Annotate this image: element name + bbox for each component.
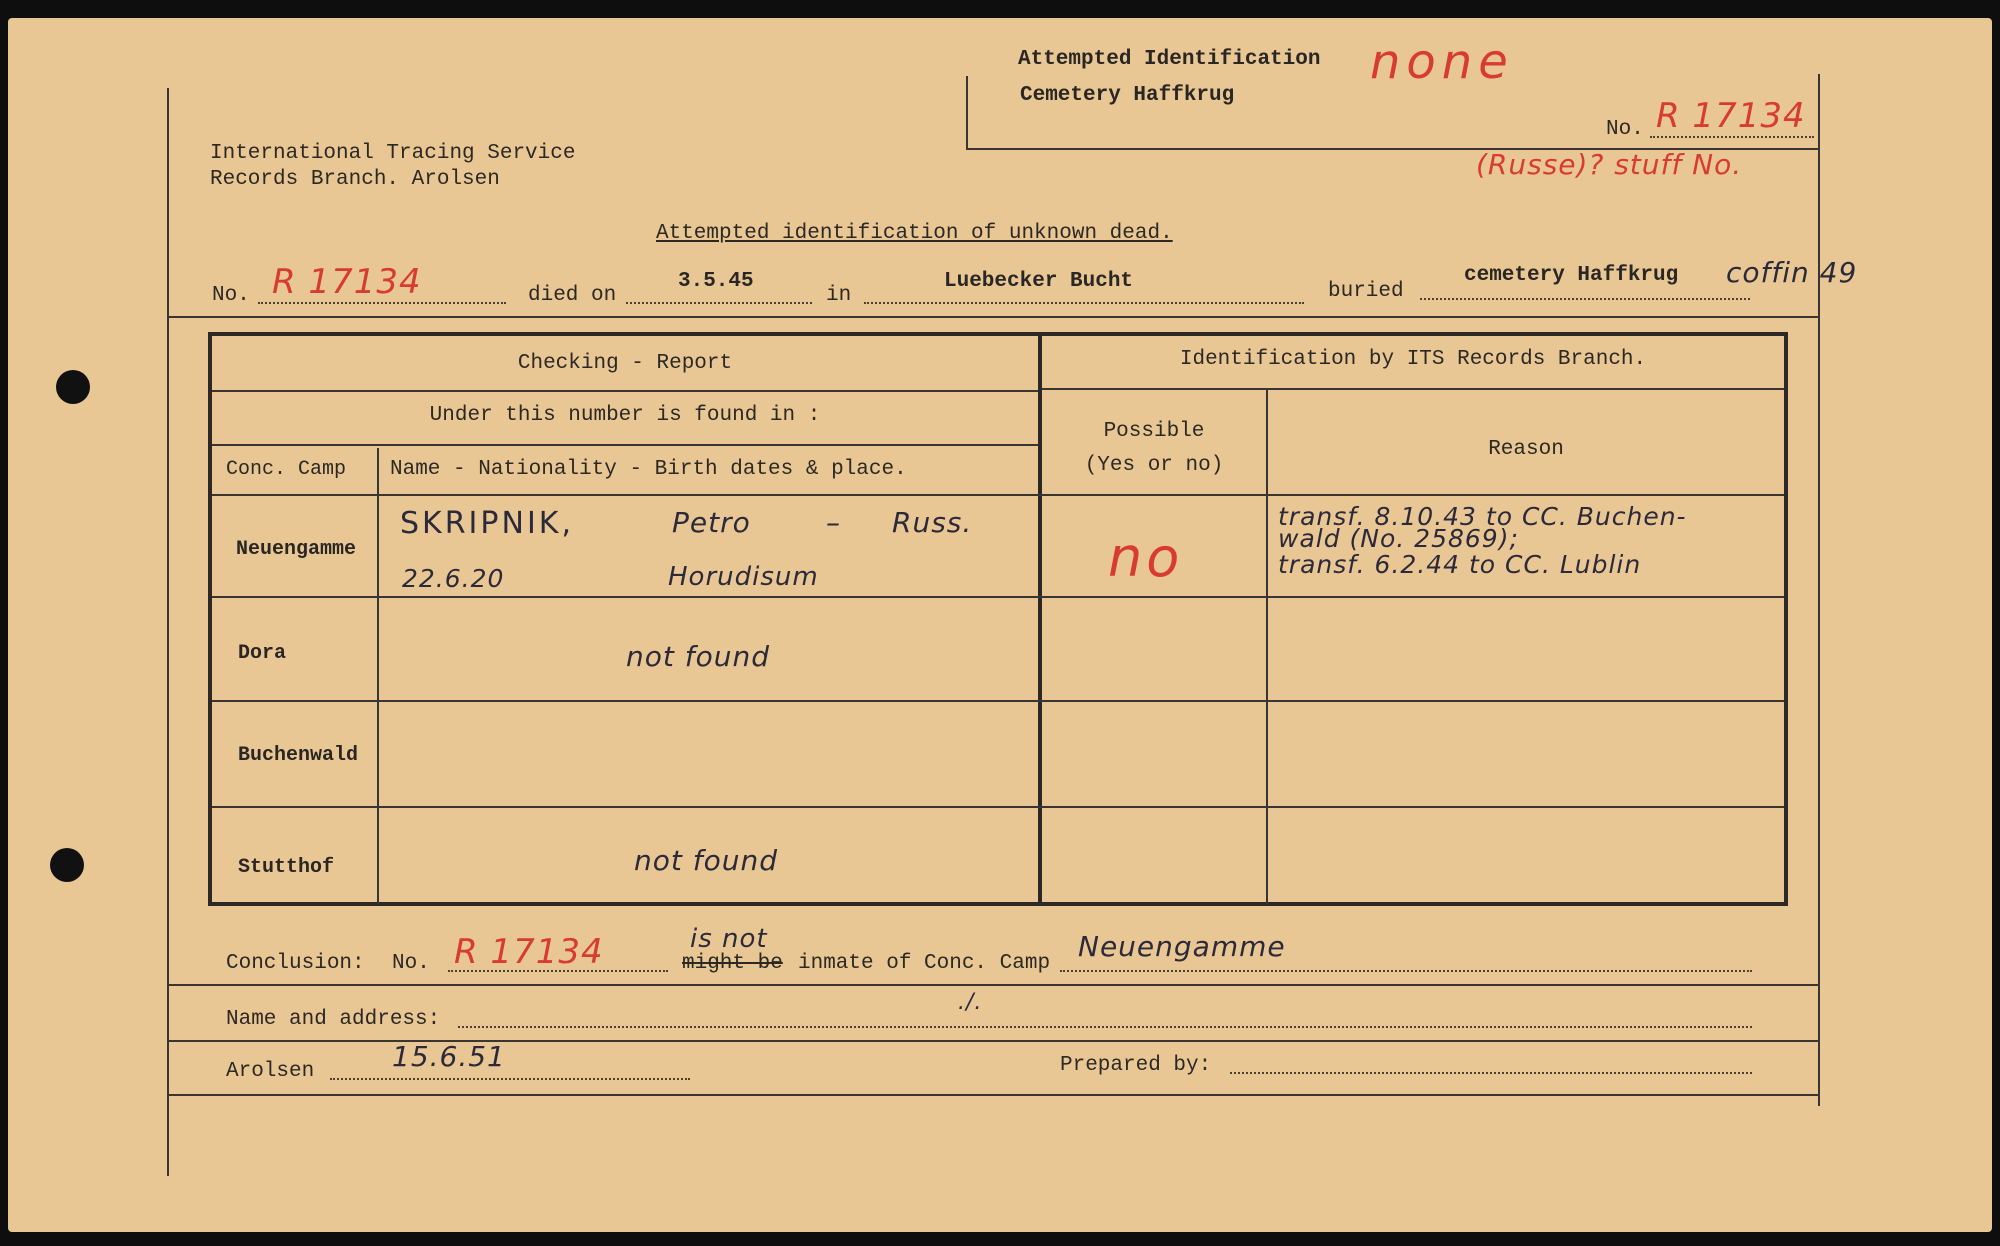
prepared-by-dots: [1230, 1072, 1752, 1074]
possible-no-mark: no: [1108, 526, 1184, 589]
birth-place: Horudisum: [668, 562, 819, 592]
header-no-label: No.: [1606, 118, 1644, 141]
name-nationality: Russ.: [892, 506, 973, 539]
name-address-label: Name and address:: [226, 1008, 441, 1031]
table-top-border: [208, 332, 1788, 336]
death-no-dots: [258, 302, 506, 304]
name-surname: SKRIPNIK,: [400, 506, 574, 541]
footer-date-dots: [330, 1078, 690, 1080]
conclusion-camp: Neuengamme: [1078, 930, 1286, 963]
name-dash: –: [826, 506, 841, 539]
footer-date: 15.6.51: [392, 1040, 506, 1073]
header-no-dots: [1650, 136, 1814, 138]
reason-line-1: transf. 8.10.43 to CC. Buchen-: [1278, 502, 1687, 531]
column-header-bottom: [212, 494, 1784, 496]
death-no-value: R 17134: [272, 262, 422, 302]
coffin-note: coffin 49: [1726, 256, 1858, 289]
row-rule-3: [212, 806, 1784, 808]
conclusion-is-not: is not: [690, 924, 768, 954]
possible-header-2: (Yes or no): [1084, 454, 1224, 477]
death-no-label: No.: [212, 284, 250, 307]
right-header-rule-1: [1042, 388, 1784, 390]
attempted-identification-stamp: Attempted Identification: [1018, 48, 1321, 71]
died-dots: [626, 302, 812, 304]
possible-header-1: Possible: [1103, 420, 1205, 443]
index-card: [8, 18, 1992, 1232]
died-label: died on: [528, 284, 617, 307]
camp-column-divider: [377, 448, 379, 904]
name-firstname: Petro: [672, 506, 751, 539]
buried-dots: [1420, 298, 1750, 300]
in-label: in: [826, 284, 852, 307]
left-margin-rule: [167, 88, 169, 1176]
identification-header: Identification by ITS Records Branch.: [1179, 348, 1647, 371]
name-address-value: ./.: [958, 990, 983, 1015]
checking-report-header: Checking - Report: [517, 352, 733, 375]
header-box-left: [966, 76, 968, 150]
right-margin-rule: [1818, 74, 1820, 1106]
birth-date: 22.6.20: [402, 564, 505, 593]
died-value: 3.5.45: [678, 270, 754, 293]
org-line-1: International Tracing Service: [210, 142, 576, 165]
buried-value: cemetery Haffkrug: [1464, 264, 1679, 287]
conclusion-inmate-text: inmate of Conc. Camp: [798, 952, 1051, 975]
punch-hole-bottom: [50, 848, 84, 882]
form-title: Attempted identification of unknown dead.: [656, 222, 1173, 245]
reason-header: Reason: [1488, 438, 1564, 461]
stutthof-not-found: not found: [634, 844, 779, 877]
camp-stutthof: Stutthof: [238, 856, 335, 879]
footer-place: Arolsen: [226, 1060, 315, 1083]
conclusion-rule: [168, 984, 1820, 986]
none-mark: none: [1370, 34, 1514, 90]
dora-not-found: not found: [626, 640, 771, 673]
conclusion-camp-dots: [1060, 970, 1752, 972]
cemetery-stamp: Cemetery Haffkrug: [1020, 84, 1235, 107]
camp-column-header: Conc. Camp: [226, 458, 347, 481]
in-value: Luebecker Bucht: [944, 270, 1134, 293]
left-header-rule-1: [212, 390, 1038, 392]
conclusion-no-label: No.: [392, 952, 430, 975]
punch-hole-top: [56, 370, 90, 404]
russe-note: (Russe)? stuff No.: [1476, 148, 1743, 181]
header-record-number: R 17134: [1656, 96, 1806, 136]
camp-buchenwald: Buchenwald: [238, 744, 359, 767]
left-header-rule-2: [212, 444, 1038, 446]
possible-column-divider: [1266, 390, 1268, 904]
table-right-border: [1784, 332, 1788, 906]
in-dots: [864, 302, 1304, 304]
table-bottom-border: [208, 902, 1788, 906]
buried-label: buried: [1328, 280, 1404, 303]
prepared-by-label: Prepared by:: [1060, 1054, 1212, 1077]
camp-neuengamme: Neuengamme: [236, 538, 357, 561]
conclusion-might-be: might be: [682, 952, 783, 975]
row-rule-2: [212, 700, 1784, 702]
found-in-header: Under this number is found in :: [429, 404, 821, 427]
name-address-dots: [458, 1026, 1752, 1028]
name-column-header: Name - Nationality - Birth dates & place.: [390, 458, 907, 481]
camp-dora: Dora: [238, 642, 287, 665]
death-line-rule: [168, 316, 1820, 318]
conclusion-no-value: R 17134: [454, 932, 604, 972]
footer-rule: [168, 1094, 1820, 1096]
reason-line-2: wald (No. 25869);: [1278, 524, 1519, 553]
org-line-2: Records Branch. Arolsen: [210, 168, 500, 191]
reason-line-3: transf. 6.2.44 to CC. Lublin: [1278, 550, 1642, 579]
conclusion-label: Conclusion:: [226, 952, 365, 975]
row-rule-1: [212, 596, 1784, 598]
